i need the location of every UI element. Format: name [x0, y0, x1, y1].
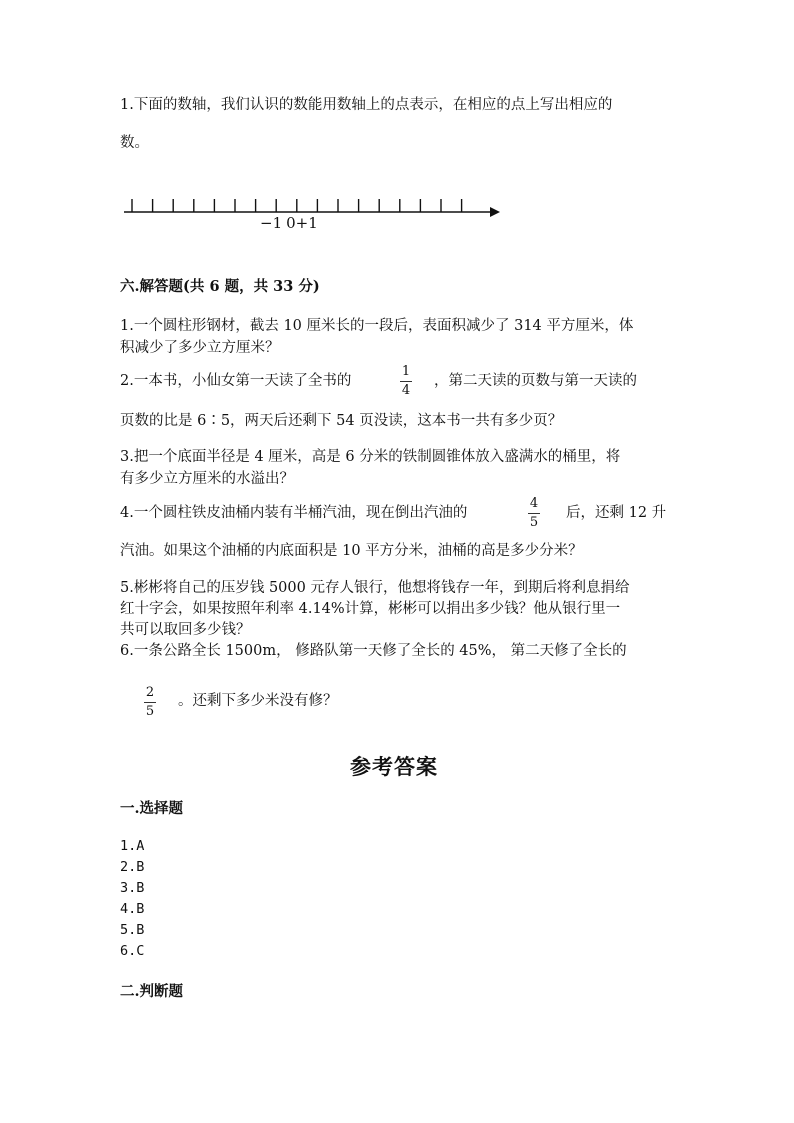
answer-item: 1.A	[120, 838, 145, 854]
p4-frac-den: 5	[529, 515, 539, 530]
p6-frac-num: 2	[145, 685, 155, 700]
p4-fraction	[527, 497, 541, 530]
p3-line1: 3.把一个底面半径是 4 厘米，高是 6 分米的铁制圆锥体放入盛满水的桶里，将	[120, 449, 621, 465]
p4-line2: 汽油。如果这个油桶的内底面积是 10 平方分米，油桶的高是多少分米？	[120, 543, 583, 559]
answer-item: 4.B	[120, 901, 145, 917]
answer-item: 5.B	[120, 922, 145, 938]
p3-line2: 有多少立方厘米的水溢出？	[120, 471, 294, 487]
p4-line1-b: 后，还剩 12 升	[566, 505, 667, 521]
p2-line2: 页数的比是 6∶5，两天后还剩下 54 页没读，这本书一共有多少页？	[120, 413, 563, 429]
fraction-bar	[144, 702, 156, 703]
answers-title: 参考答案	[350, 754, 438, 779]
answers-sec1-list	[120, 838, 144, 964]
answers-sec2-heading: 二.判断题	[120, 983, 184, 1000]
label-zero: 0	[286, 214, 296, 232]
section6-heading: 六.解答题(共 6 题，共 33 分)	[120, 278, 320, 295]
label-pos-one: +1	[295, 214, 318, 232]
q1-text-line1: 1.下面的数轴，我们认识的数能用数轴上的点表示，在相应的点上写出相应的	[120, 97, 613, 113]
p6-fraction	[143, 686, 157, 719]
label-neg-one: −1	[260, 214, 283, 232]
number-line-arrow	[490, 207, 500, 217]
answer-item: 2.B	[120, 859, 145, 875]
p2-frac-num: 1	[401, 364, 411, 379]
p6-line1: 6.一条公路全长 1500m， 修路队第一天修了全长的 45%， 第二天修了全长的	[120, 643, 627, 659]
p1-line1: 1.一个圆柱形钢材，截去 10 厘米长的一段后，表面积减少了 314 平方厘米，体	[120, 318, 634, 334]
p4-frac-num: 4	[529, 496, 539, 511]
p5-line1: 5.彬彬将自己的压岁钱 5000 元存人银行，他想将钱存一年，到期后将利息捐给	[120, 580, 630, 596]
p6-line2-b: 。还剩下多少米没有修？	[178, 693, 338, 709]
p1-line2: 积减少了多少立方厘米？	[120, 340, 280, 356]
p4-line1-a: 4.一个圆柱铁皮油桶内装有半桶汽油，现在倒出汽油的	[120, 505, 468, 521]
p2-fraction	[399, 365, 413, 398]
p5-line3: 共可以取回多少钱？	[120, 622, 251, 638]
p6-frac-den: 5	[145, 704, 155, 719]
fraction-bar	[400, 381, 412, 382]
p2-line1-a: 2.一本书，小仙女第一天读了全书的	[120, 373, 352, 389]
number-line-labels	[260, 214, 318, 232]
fraction-bar	[528, 513, 540, 514]
p5-line2: 红十字会，如果按照年利率 4.14%计算，彬彬可以捐出多少钱？他从银行里一	[120, 601, 621, 617]
q1-text-line2: 数。	[120, 135, 149, 151]
p2-line1-b: ，第二天读的页数与第一天读的	[434, 373, 637, 389]
answer-item: 3.B	[120, 880, 145, 896]
answer-item: 6.C	[120, 943, 145, 959]
answers-sec1-heading: 一.选择题	[120, 800, 184, 817]
p2-frac-den: 4	[401, 383, 411, 398]
